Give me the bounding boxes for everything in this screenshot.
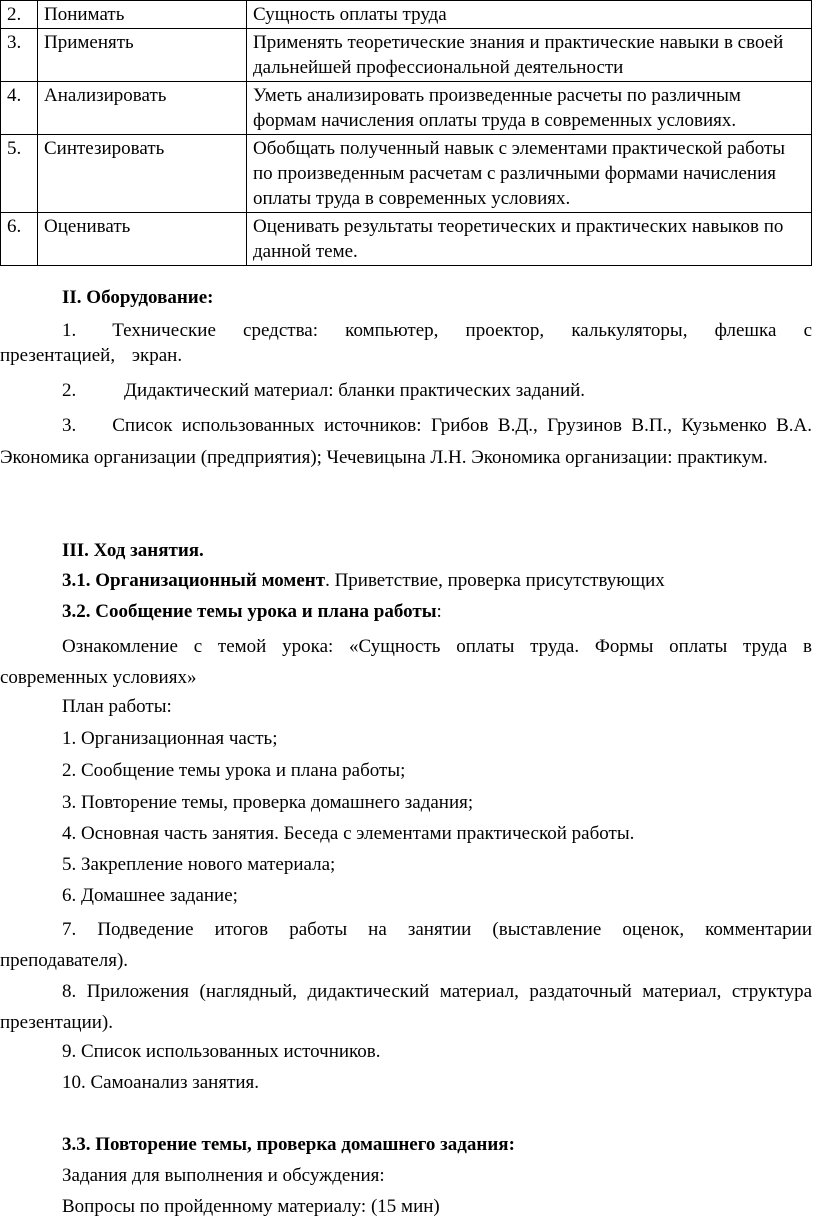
plan-item: 6. Домашнее задание;	[62, 885, 238, 906]
course-heading: III. Ход занятия.	[62, 540, 204, 561]
row-description: Обобщать полученный навык с элементами практической работы по произведенным расчетам с различными формами начисления оплаты труда в современных условиях.	[247, 135, 812, 213]
row-description: Сущность оплаты труда	[247, 1, 812, 29]
plan-item: 5. Закрепление нового материала;	[62, 854, 336, 875]
row-verb: Анализировать	[38, 82, 247, 135]
plan-item: 9. Список использованных источников.	[62, 1041, 381, 1062]
table-row	[1, 29, 812, 82]
plan-item: 4. Основная часть занятия. Беседа с элементами практической работы.	[62, 823, 635, 844]
objectives-table	[0, 0, 812, 266]
table-row	[1, 1, 812, 29]
section-3-3: 3.3. Повторение темы, проверка домашнего задания:	[62, 1134, 515, 1155]
section-3-2: 3.2. Сообщение темы урока и плана работы:	[62, 601, 442, 622]
plan-item: 1. Организационная часть;	[62, 728, 278, 749]
questions-label: Вопросы по пройденному материалу: (15 мин)	[62, 1196, 440, 1217]
equipment-heading: II. Оборудование:	[62, 287, 214, 308]
plan-item: 8. Приложения (наглядный, дидактический материал, раздаточный материал, структура презентации).	[0, 981, 812, 1033]
row-number: 6.	[1, 213, 38, 266]
equipment-item-1: 1. Технические средства: компьютер, проектор, калькуляторы, флешка с презентацией, экран.	[0, 320, 812, 366]
row-number: 4.	[1, 82, 38, 135]
table-row	[1, 213, 812, 266]
plan-item: 2. Сообщение темы урока и плана работы;	[62, 760, 406, 781]
row-verb: Синтезировать	[38, 135, 247, 213]
plan-item: 7. Подведение итогов работы на занятии (выставление оценок, комментарии преподавателя).	[0, 919, 812, 971]
plan-label: План работы:	[62, 696, 172, 717]
row-number: 3.	[1, 29, 38, 82]
plan-item: 10. Самоанализ занятия.	[62, 1072, 260, 1093]
row-description: Уметь анализировать произведенные расчеты по различным формам начисления оплаты труда в современных условиях.	[247, 82, 812, 135]
table-row	[1, 135, 812, 213]
row-verb: Оценивать	[38, 213, 247, 266]
tasks-label: Задания для выполнения и обсуждения:	[62, 1165, 385, 1186]
plan-item: 3. Повторение темы, проверка домашнего задания;	[62, 792, 474, 813]
row-description: Оценивать результаты теоретических и практических навыков по данной теме.	[247, 213, 812, 266]
row-verb: Понимать	[38, 1, 247, 29]
row-number: 5.	[1, 135, 38, 213]
equipment-item-3: 3. Список использованных источников: Грибов В.Д., Грузинов В.П., Кузьменко В.А. Экономика организации (предприятия); Чечевицына Л.Н. Экономика организации: практикум.	[0, 415, 812, 468]
lesson-intro: Ознакомление с темой урока: «Сущность оплаты труда. Формы оплаты труда в современных условиях»	[0, 636, 812, 688]
row-number: 2.	[1, 1, 38, 29]
equipment-item-2: 2. Дидактический материал: бланки практических заданий.	[62, 380, 586, 401]
section-3-1: 3.1. Организационный момент. Приветствие, проверка присутствующих	[62, 570, 665, 591]
row-description: Применять теоретические знания и практические навыки в своей дальнейшей профессиональной деятельности	[247, 29, 812, 82]
table-row	[1, 82, 812, 135]
row-verb: Применять	[38, 29, 247, 82]
